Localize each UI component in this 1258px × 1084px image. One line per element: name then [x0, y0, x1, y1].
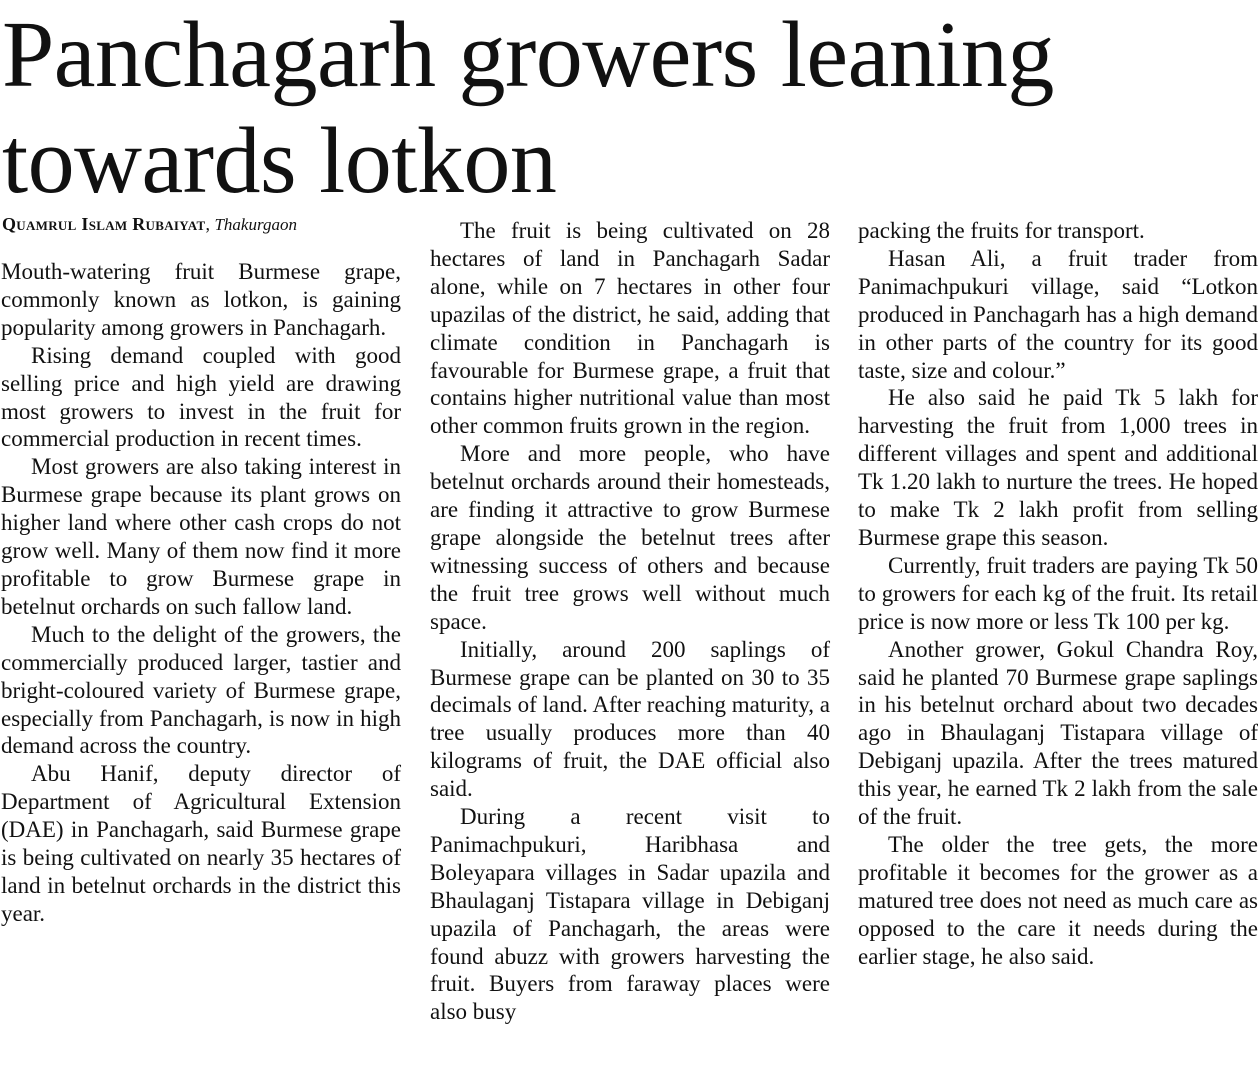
- article-headline: Panchagarh growers leaning towards lotkon: [2, 3, 1054, 213]
- paragraph: Abu Hanif, deputy director of Department of Agricultural Extension (DAE) in Panchagarh, said Burmese grape is being cultivated on nearly 35 hectares of land in betelnut orchards in the district this year.: [1, 761, 401, 926]
- byline-separator: ,: [205, 214, 215, 234]
- paragraph: Rising demand coupled with good selling price and high yield are drawing most growers to invest in the fruit for commercial production in recent times.: [1, 342, 401, 452]
- paragraph: Another grower, Gokul Chandra Roy, said he planted 70 Burmese grape saplings in his betelnut orchard about two decades ago in Bhaulaganj Tistapara village of Debiganj upazila. After the trees matured this year, he earned Tk 2 lakh from the sale of the fruit.: [858, 636, 1258, 830]
- paragraph: Mouth-watering fruit Burmese grape, commonly known as lotkon, is gaining popularity among growers in Panchagarh.: [1, 259, 401, 340]
- paragraph: The older the tree gets, the more profitable it becomes for the grower as a matured tree does not need as much care as opposed to the care it needs during the earlier stage, he also said.: [858, 831, 1258, 969]
- article-column-1: [1, 258, 401, 928]
- article-column-3: [858, 217, 1258, 970]
- paragraph: Hasan Ali, a fruit trader from Panimachpukuri village, said “Lotkon produced in Panchagarh has a high demand in other parts of the country for its good taste, size and colour.”: [858, 245, 1258, 383]
- paragraph: More and more people, who have betelnut orchards around their homesteads, are finding it attractive to grow Burmese grape alongside the betelnut trees after witnessing success of others and because the fruit tree grows well without much space.: [430, 441, 830, 634]
- article-column-2: [430, 217, 830, 1026]
- paragraph: The fruit is being cultivated on 28 hectares of land in Panchagarh Sadar alone, while on 7 hectares in other four upazilas of the district, he said, adding that climate condition in Panchagarh is favourable for Burmese grape, a fruit that contains higher nutritional value than most other common fruits grown in the region.: [430, 218, 830, 439]
- paragraph: He also said he paid Tk 5 lakh for harvesting the fruit from 1,000 trees in different villages and spent and additional Tk 1.20 lakh to nurture the trees. He hoped to make Tk 2 lakh profit from selling Burmese grape this season.: [858, 385, 1258, 550]
- paragraph: Most growers are also taking interest in Burmese grape because its plant grows on higher land where other cash crops do not grow well. Many of them now find it more profitable to grow Burmese grape in betelnut orchards on such fallow land.: [1, 454, 401, 619]
- paragraph-continuation: packing the fruits for transport.: [858, 218, 1145, 243]
- paragraph: Initially, around 200 saplings of Burmese grape can be planted on 30 to 35 decimals of land. After reaching maturity, a tree usually produces more than 40 kilograms of fruit, the DAE official also said.: [430, 636, 830, 802]
- paragraph: Currently, fruit traders are paying Tk 50 to growers for each kg of the fruit. Its retail price is now more or less Tk 100 per kg.: [858, 552, 1258, 634]
- byline-location: Thakurgaon: [214, 215, 297, 234]
- paragraph: Much to the delight of the growers, the commercially produced larger, tastier and bright-coloured variety of Burmese grape, especially from Panchagarh, is now in high demand across the country.: [1, 621, 401, 759]
- byline-author: Quamrul Islam Rubaiyat: [2, 214, 206, 234]
- byline: [2, 212, 402, 237]
- paragraph: During a recent visit to Panimachpukuri, Haribhasa and Boleyapara villages in Sadar upazila and Bhaulaganj Tistapara village in Debiganj upazila of Panchagarh, the areas were found abuzz with growers harvesting the fruit. Buyers from faraway places were also busy: [430, 804, 830, 1025]
